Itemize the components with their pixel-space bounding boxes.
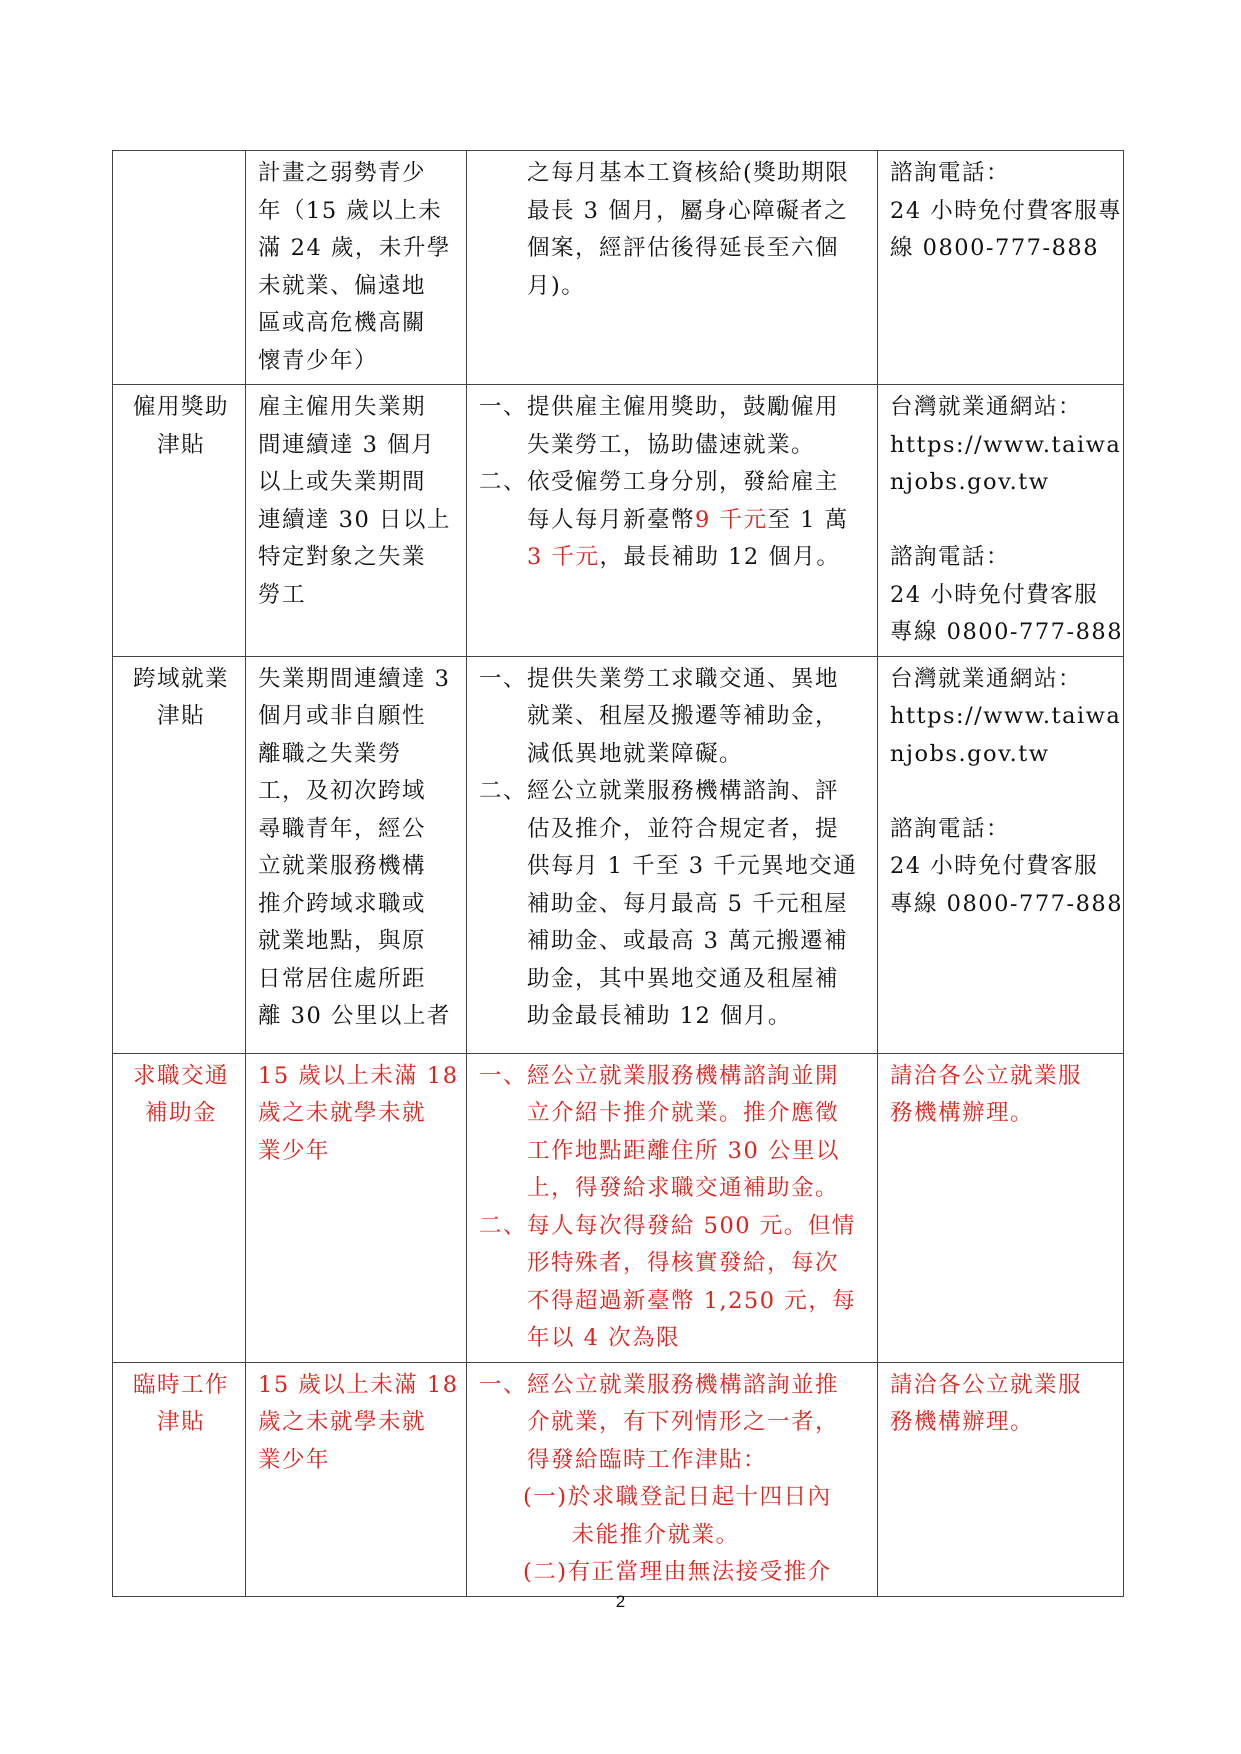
program-name-cell: 跨域就業 津貼 [113, 656, 246, 1053]
content-cell [467, 1362, 878, 1596]
list-item: 一、 經公立就業服務機構諮詢並開 立介紹卡推介就業。推介應徵 工作地點距離住所 30 公里以 上，得發給求職交通補助金。 [479, 1062, 840, 1201]
program-name-cell: 臨時工作 津貼 [113, 1362, 246, 1596]
sub-list-item: (二) 有正當理由無法接受推介 [523, 1559, 832, 1585]
list-item: 一、 提供失業勞工求職交通、異地 就業、租屋及搬遷等補助金， 減低異地就業障礙。 [479, 665, 840, 767]
contact-cell: 諮詢電話： 24 小時免付費客服專 線 0800-777-888 [878, 151, 1124, 385]
table-row [113, 385, 1124, 657]
target-cell: 計畫之弱勢青少 年（15 歲以上未 滿 24 歲，未升學 未就業、偏遠地 區或高危機高關 懷青少年） [246, 151, 467, 385]
table-row [113, 656, 1124, 1053]
table-row [113, 1053, 1124, 1362]
amount-highlight: 3 千元 [527, 544, 600, 570]
contact-cell: 請洽各公立就業服 務機構辦理。 [878, 1362, 1124, 1596]
table-row [113, 151, 1124, 385]
content-cell: 之每月基本工資核給(獎助期限 最長 3 個月，屬身心障礙者之 個案，經評估後得延長至六個 月)。 [467, 151, 878, 385]
program-name-cell: 僱用獎助 津貼 [113, 385, 246, 657]
list-item: 二、 每人每次得發給 500 元。但情 形特殊者，得核實發給，每次 不得超過新臺幣 1,250 元，每 年以 4 次為限 [479, 1212, 857, 1351]
subsidy-table [112, 150, 1124, 1597]
list-item: 二、 依受僱勞工身分別，發給雇主 每人每月新臺幣9 千元至 1 萬 3 千元，最長補助 12 個月。 [479, 469, 849, 570]
program-name-cell [113, 151, 246, 385]
contact-cell: 台灣就業通網站： https://www.taiwa njobs.gov.tw 諮詢電話： 24 小時免付費客服 專線 0800-777-888 [878, 385, 1124, 657]
target-cell: 雇主僱用失業期 間連續達 3 個月 以上或失業期間 連續達 30 日以上 特定對象之失業 勞工 [246, 385, 467, 657]
target-cell: 失業期間連續達 3 個月或非自願性 離職之失業勞 工，及初次跨域 尋職青年，經公 立就業服務機構 推介跨域求職或 就業地點，與原 日常居住處所距 離 30 公里以上者 [246, 656, 467, 1053]
list-item: 一、 提供雇主僱用獎助，鼓勵僱用 失業勞工，協助儘速就業。 [479, 394, 840, 458]
list-item: 一、 經公立就業服務機構諮詢並推 介就業，有下列情形之一者， 得發給臨時工作津貼： [479, 1371, 840, 1473]
amount-highlight: 9 千元 [695, 506, 768, 533]
program-name-cell: 求職交通 補助金 [113, 1053, 246, 1362]
target-cell: 15 歲以上未滿 18 歲之未就學未就 業少年 [246, 1362, 467, 1596]
contact-cell: 請洽各公立就業服 務機構辦理。 [878, 1053, 1124, 1362]
content-cell [467, 656, 878, 1053]
page-number: 2 [615, 1592, 626, 1611]
contact-cell: 台灣就業通網站： https://www.taiwa njobs.gov.tw 諮詢電話： 24 小時免付費客服 專線 0800-777-888 [878, 656, 1124, 1053]
content-cell [467, 385, 878, 657]
table-row [113, 1362, 1124, 1596]
content-cell [467, 1053, 878, 1362]
target-cell: 15 歲以上未滿 18 歲之未就學未就 業少年 [246, 1053, 467, 1362]
sub-list-item: (一) 於求職登記日起十四日內 未能推介就業。 [523, 1484, 832, 1548]
list-item: 二、 經公立就業服務機構諮詢、評 估及推介，並符合規定者，提 供每月 1 千至 3 千元異地交通 補助金、每月最高 5 千元租屋 補助金、或最高 3 萬元搬遷補 助金，其中異地交通及租屋補 助金最長補助 12 個月。 [479, 778, 858, 1029]
